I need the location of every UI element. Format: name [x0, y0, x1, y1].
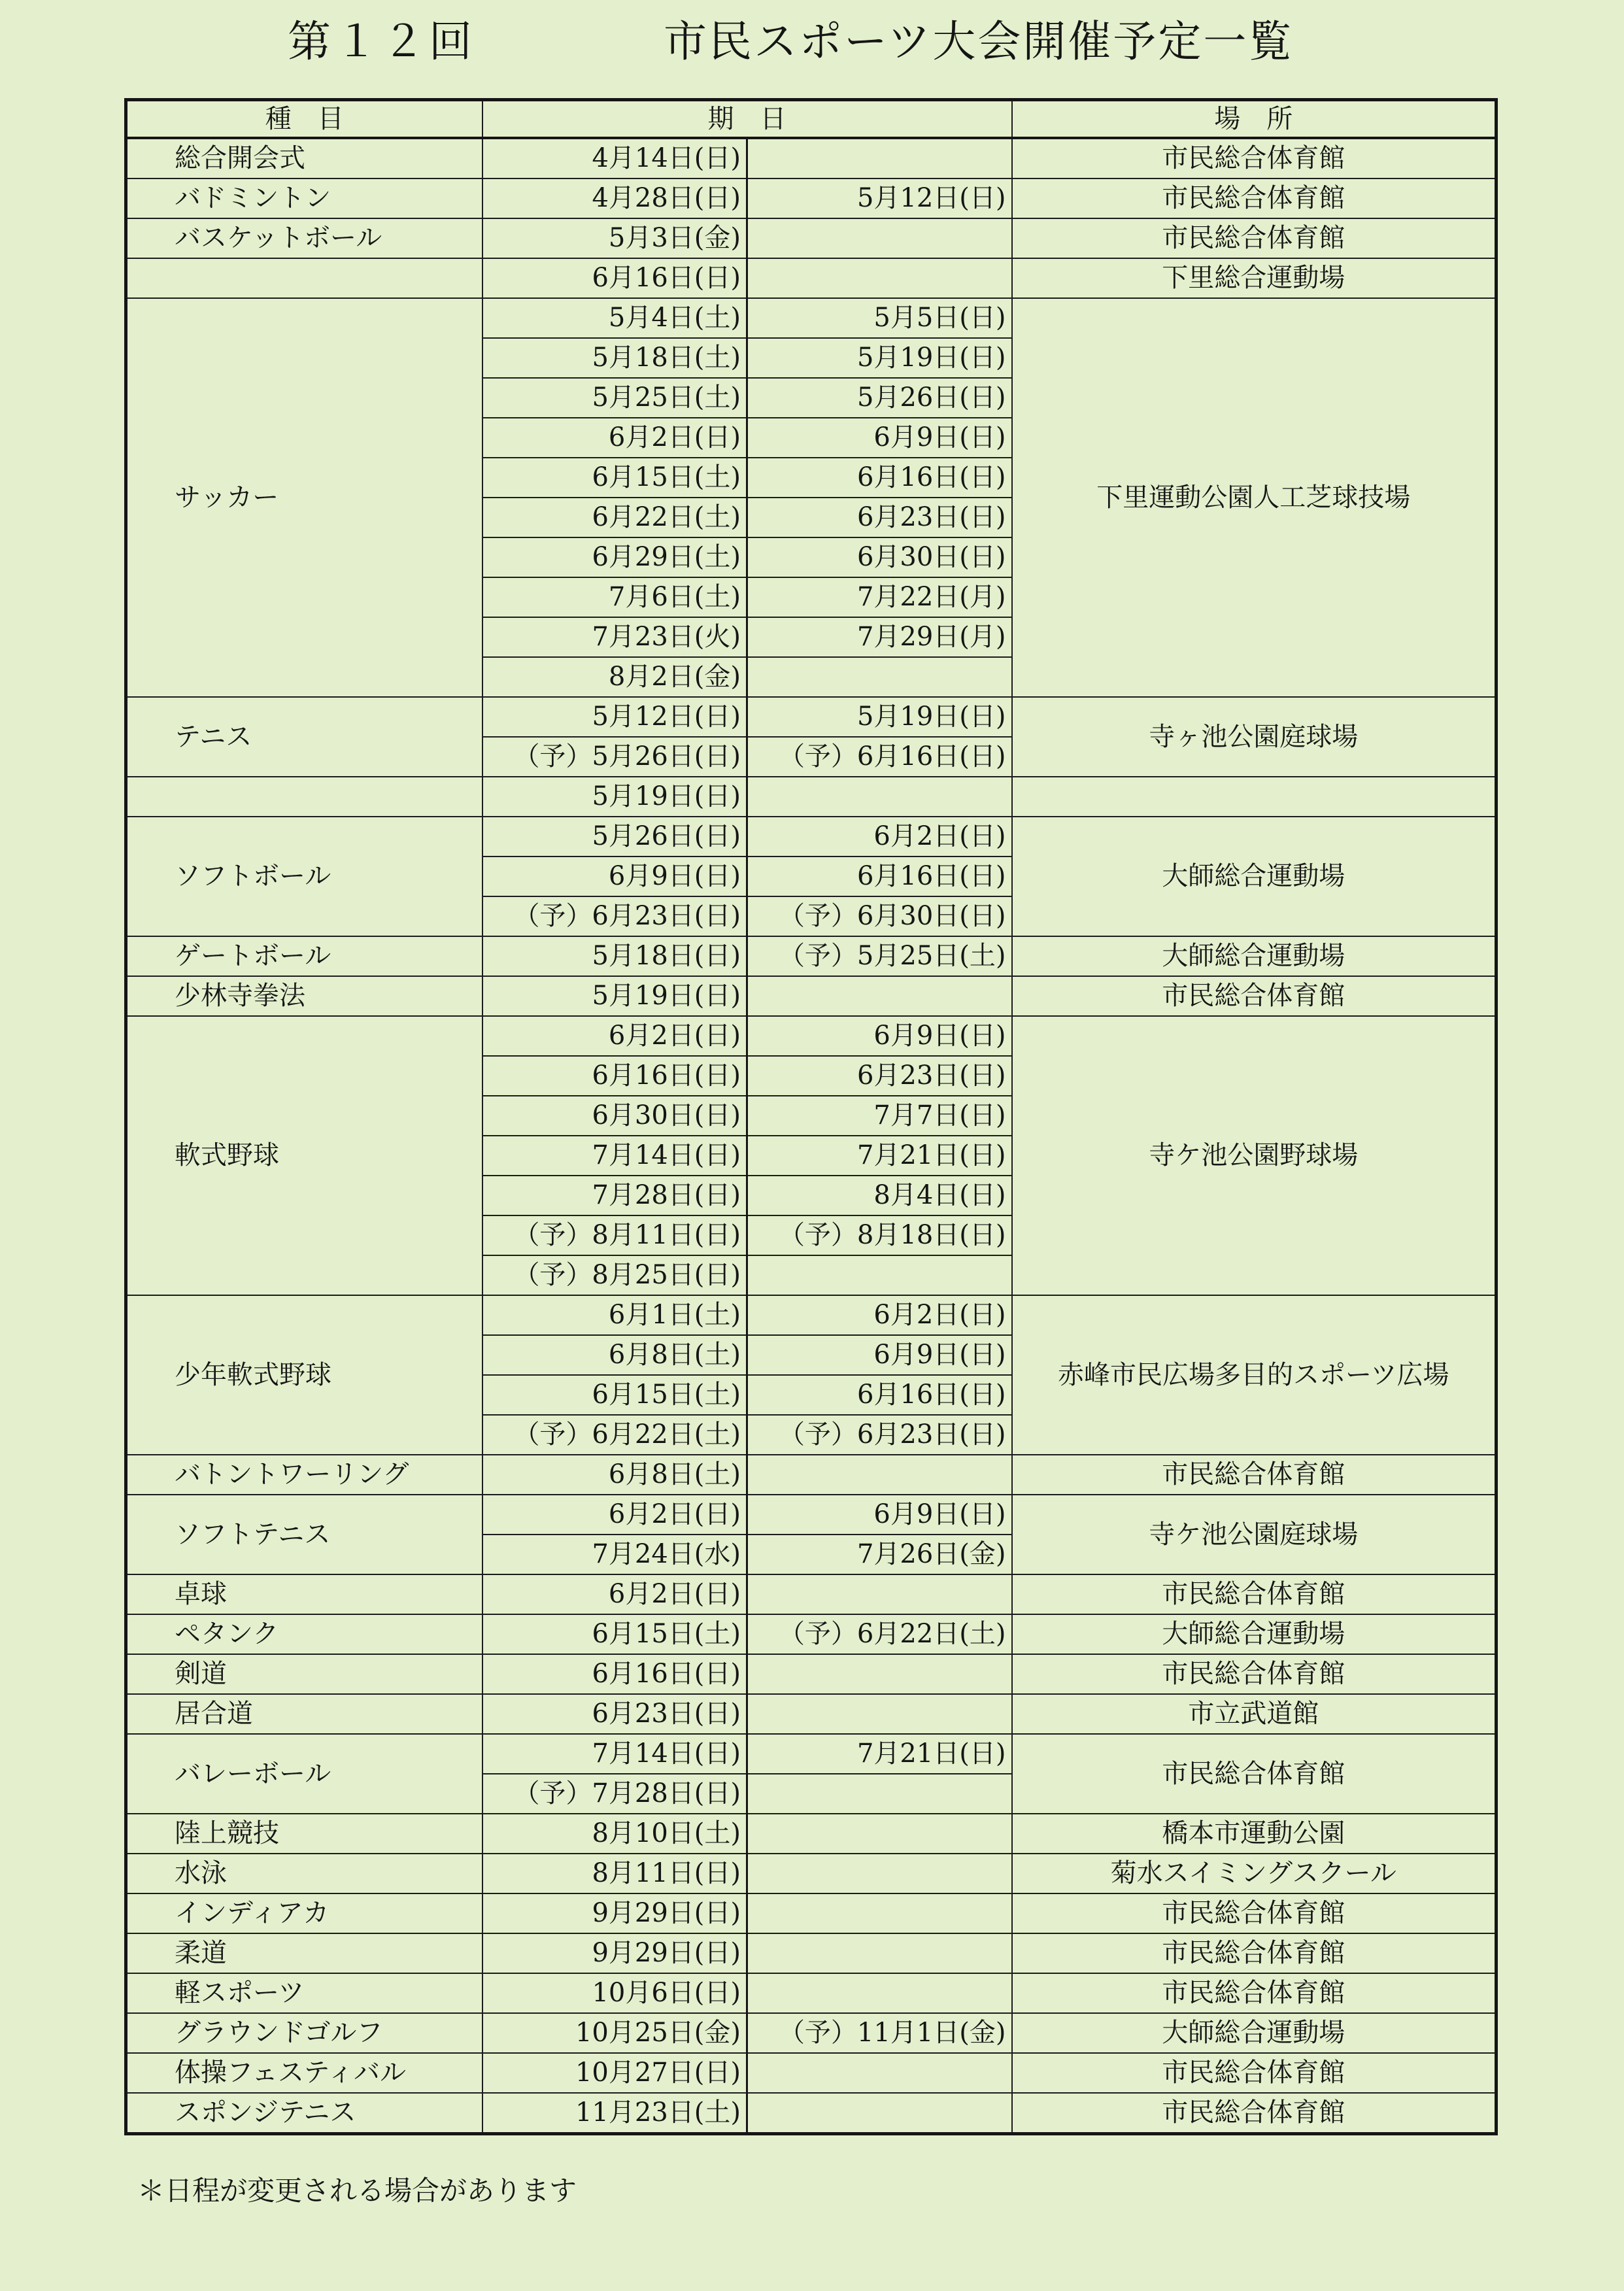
date-second: 7月21日(日)	[747, 1734, 1012, 1774]
header-event: 種 目	[126, 100, 482, 139]
date-first: 6月16日(日)	[482, 1056, 747, 1096]
date-second	[747, 1854, 1012, 1893]
date-first: 8月11日(日)	[482, 1854, 747, 1893]
event-name: 剣道	[126, 1654, 482, 1694]
date-second: （予）6月16日(日)	[747, 737, 1012, 777]
table-row	[126, 138, 1497, 178]
date-first: 6月23日(日)	[482, 1694, 747, 1734]
date-second: 6月23日(日)	[747, 498, 1012, 537]
venue-name: 赤峰市民広場多目的スポーツ広場	[1012, 1295, 1497, 1455]
venue-name: 菊水スイミングスクール	[1012, 1854, 1497, 1893]
header-date: 期 日	[482, 100, 1012, 139]
date-first: （予）8月11日(日)	[482, 1215, 747, 1255]
date-second: 7月7日(日)	[747, 1096, 1012, 1136]
date-second: （予）6月30日(日)	[747, 896, 1012, 936]
event-name: 卓球	[126, 1574, 482, 1614]
venue-name: 市民総合体育館	[1012, 218, 1497, 258]
venue-name: 市立武道館	[1012, 1694, 1497, 1734]
event-name: 軽スポーツ	[126, 1973, 482, 2013]
date-first: 5月3日(金)	[482, 218, 747, 258]
date-first: 6月22日(土)	[482, 498, 747, 537]
date-first: 7月23日(火)	[482, 617, 747, 657]
event-name: グラウンドゴルフ	[126, 2013, 482, 2053]
date-second: 6月2日(日)	[747, 1295, 1012, 1335]
table-row	[126, 1295, 1497, 1335]
date-first: （予）6月22日(土)	[482, 1415, 747, 1455]
date-second: （予）8月18日(日)	[747, 1215, 1012, 1255]
event-name	[126, 777, 482, 817]
event-name: サッカー	[126, 298, 482, 697]
date-first: 5月18日(日)	[482, 936, 747, 976]
event-name: バレーボール	[126, 1734, 482, 1814]
event-name: 居合道	[126, 1694, 482, 1734]
event-name: ペタンク	[126, 1614, 482, 1654]
date-second	[747, 258, 1012, 298]
event-name: 水泳	[126, 1854, 482, 1893]
date-first: 5月18日(土)	[482, 338, 747, 378]
table-row	[126, 1016, 1497, 1056]
date-second	[747, 1814, 1012, 1854]
date-first: 4月14日(日)	[482, 138, 747, 178]
table-row	[126, 697, 1497, 737]
date-second: 5月12日(日)	[747, 178, 1012, 218]
date-first: 6月2日(日)	[482, 418, 747, 458]
date-first: 6月8日(土)	[482, 1455, 747, 1495]
venue-name: 市民総合体育館	[1012, 1893, 1497, 1933]
date-second	[747, 218, 1012, 258]
date-second	[747, 1654, 1012, 1694]
date-first: 6月9日(日)	[482, 857, 747, 896]
event-name	[126, 258, 482, 298]
event-name: 軟式野球	[126, 1016, 482, 1295]
date-second: 6月2日(日)	[747, 817, 1012, 857]
table-row	[126, 1933, 1497, 1973]
table-row	[126, 1614, 1497, 1654]
date-second: 5月19日(日)	[747, 338, 1012, 378]
event-name: ソフトボール	[126, 817, 482, 936]
venue-name: 橋本市運動公園	[1012, 1814, 1497, 1854]
date-second	[747, 1455, 1012, 1495]
date-first: 5月19日(日)	[482, 777, 747, 817]
date-first: 7月24日(水)	[482, 1535, 747, 1574]
date-second	[747, 976, 1012, 1016]
date-second: （予）6月23日(日)	[747, 1415, 1012, 1455]
event-name: バドミントン	[126, 178, 482, 218]
date-first: 8月10日(土)	[482, 1814, 747, 1854]
table-header-row	[126, 100, 1497, 139]
date-second: （予）5月25日(土)	[747, 936, 1012, 976]
table-row	[126, 2093, 1497, 2134]
venue-name: 市民総合体育館	[1012, 976, 1497, 1016]
date-first: 7月14日(日)	[482, 1136, 747, 1176]
table-row	[126, 178, 1497, 218]
venue-name: 市民総合体育館	[1012, 1933, 1497, 1973]
venue-name: 大師総合運動場	[1012, 2013, 1497, 2053]
venue-name: 市民総合体育館	[1012, 1455, 1497, 1495]
date-first: 5月4日(土)	[482, 298, 747, 338]
date-first: 9月29日(日)	[482, 1933, 747, 1973]
schedule-body	[126, 138, 1497, 2134]
venue-name: 市民総合体育館	[1012, 2093, 1497, 2134]
table-row	[126, 1694, 1497, 1734]
date-first: （予）7月28日(日)	[482, 1774, 747, 1814]
date-first: 5月19日(日)	[482, 976, 747, 1016]
date-first: 6月1日(土)	[482, 1295, 747, 1335]
table-row	[126, 1893, 1497, 1933]
date-second	[747, 1574, 1012, 1614]
date-first: 6月15日(土)	[482, 458, 747, 498]
header-venue: 場 所	[1012, 100, 1497, 139]
date-second: （予）11月1日(金)	[747, 2013, 1012, 2053]
venue-name	[1012, 777, 1497, 817]
event-name: 少年軟式野球	[126, 1295, 482, 1455]
table-row	[126, 2013, 1497, 2053]
table-row	[126, 817, 1497, 857]
event-name: 体操フェスティバル	[126, 2053, 482, 2093]
date-second: 6月30日(日)	[747, 537, 1012, 577]
date-first: （予）6月23日(日)	[482, 896, 747, 936]
page-title: 市民スポーツ大会開催予定一覧	[664, 16, 1294, 67]
table-row	[126, 1734, 1497, 1774]
event-name: スポンジテニス	[126, 2093, 482, 2134]
table-row	[126, 2053, 1497, 2093]
event-name: 少林寺拳法	[126, 976, 482, 1016]
date-first: 7月6日(土)	[482, 577, 747, 617]
date-second: 8月4日(日)	[747, 1176, 1012, 1215]
date-first: 6月2日(日)	[482, 1574, 747, 1614]
event-name: ソフトテニス	[126, 1495, 482, 1574]
date-second: 6月16日(日)	[747, 1375, 1012, 1415]
event-name: インディアカ	[126, 1893, 482, 1933]
date-second	[747, 777, 1012, 817]
date-second: 5月26日(日)	[747, 378, 1012, 418]
date-second	[747, 2093, 1012, 2134]
venue-name: 市民総合体育館	[1012, 1734, 1497, 1814]
table-row	[126, 1654, 1497, 1694]
date-second: 7月22日(月)	[747, 577, 1012, 617]
venue-name: 大師総合運動場	[1012, 936, 1497, 976]
date-first: 6月8日(土)	[482, 1335, 747, 1375]
date-first: 6月15日(土)	[482, 1614, 747, 1654]
event-name: 柔道	[126, 1933, 482, 1973]
date-second: 6月9日(日)	[747, 1016, 1012, 1056]
venue-name: 市民総合体育館	[1012, 1574, 1497, 1614]
venue-name: 市民総合体育館	[1012, 1654, 1497, 1694]
date-second: 6月16日(日)	[747, 857, 1012, 896]
event-name: テニス	[126, 697, 482, 777]
date-first: 6月2日(日)	[482, 1016, 747, 1056]
date-second: 6月9日(日)	[747, 1335, 1012, 1375]
date-second	[747, 1933, 1012, 1973]
date-first: 7月14日(日)	[482, 1734, 747, 1774]
table-row	[126, 777, 1497, 817]
venue-name: 市民総合体育館	[1012, 138, 1497, 178]
date-second	[747, 138, 1012, 178]
date-first: 10月25日(金)	[482, 2013, 747, 2053]
date-first: 10月27日(日)	[482, 2053, 747, 2093]
venue-name: 市民総合体育館	[1012, 2053, 1497, 2093]
date-second: （予）6月22日(土)	[747, 1614, 1012, 1654]
venue-name: 大師総合運動場	[1012, 1614, 1497, 1654]
event-name: ゲートボール	[126, 936, 482, 976]
venue-name: 寺ヶ池公園庭球場	[1012, 697, 1497, 777]
date-first: 10月6日(日)	[482, 1973, 747, 2013]
date-second: 6月16日(日)	[747, 458, 1012, 498]
venue-name: 寺ケ池公園野球場	[1012, 1016, 1497, 1295]
date-second	[747, 1255, 1012, 1295]
date-first: （予）5月26日(日)	[482, 737, 747, 777]
date-first: 6月16日(日)	[482, 258, 747, 298]
date-second: 7月29日(月)	[747, 617, 1012, 657]
date-second	[747, 1973, 1012, 2013]
date-first: 9月29日(日)	[482, 1893, 747, 1933]
date-second	[747, 1893, 1012, 1933]
table-row	[126, 298, 1497, 338]
date-second: 5月5日(日)	[747, 298, 1012, 338]
venue-name: 市民総合体育館	[1012, 178, 1497, 218]
date-first: 6月29日(土)	[482, 537, 747, 577]
table-row	[126, 1814, 1497, 1854]
date-second	[747, 657, 1012, 697]
event-name: 陸上競技	[126, 1814, 482, 1854]
date-first: 5月26日(日)	[482, 817, 747, 857]
date-second	[747, 1774, 1012, 1814]
date-first: 5月12日(日)	[482, 697, 747, 737]
date-second	[747, 1694, 1012, 1734]
table-row	[126, 1574, 1497, 1614]
venue-name: 寺ケ池公園庭球場	[1012, 1495, 1497, 1574]
event-name: 総合開会式	[126, 138, 482, 178]
date-first: 11月23日(土)	[482, 2093, 747, 2134]
date-second: 7月21日(日)	[747, 1136, 1012, 1176]
date-second: 5月19日(日)	[747, 697, 1012, 737]
event-name: バトントワーリング	[126, 1455, 482, 1495]
date-first: 6月16日(日)	[482, 1654, 747, 1694]
date-second: 6月9日(日)	[747, 1495, 1012, 1535]
table-row	[126, 1973, 1497, 2013]
date-first: 5月25日(土)	[482, 378, 747, 418]
venue-name: 下里総合運動場	[1012, 258, 1497, 298]
page-title-number: 第１２回	[288, 16, 476, 67]
schedule-table	[124, 98, 1498, 2135]
date-first: 7月28日(日)	[482, 1176, 747, 1215]
venue-name: 大師総合運動場	[1012, 817, 1497, 936]
event-name: バスケットボール	[126, 218, 482, 258]
venue-name: 下里運動公園人工芝球技場	[1012, 298, 1497, 697]
date-first: 4月28日(日)	[482, 178, 747, 218]
table-row	[126, 218, 1497, 258]
table-row	[126, 1455, 1497, 1495]
date-first: 6月15日(土)	[482, 1375, 747, 1415]
date-first: 6月2日(日)	[482, 1495, 747, 1535]
table-row	[126, 976, 1497, 1016]
date-second: 7月26日(金)	[747, 1535, 1012, 1574]
table-row	[126, 1854, 1497, 1893]
date-first: （予）8月25日(日)	[482, 1255, 747, 1295]
date-second: 6月23日(日)	[747, 1056, 1012, 1096]
date-first: 6月30日(日)	[482, 1096, 747, 1136]
date-second	[747, 2053, 1012, 2093]
table-row	[126, 936, 1497, 976]
table-row	[126, 1495, 1497, 1535]
date-second: 6月9日(日)	[747, 418, 1012, 458]
footnote: ＊日程が変更される場合があります	[137, 2175, 577, 2207]
table-row	[126, 258, 1497, 298]
date-first: 8月2日(金)	[482, 657, 747, 697]
venue-name: 市民総合体育館	[1012, 1973, 1497, 2013]
